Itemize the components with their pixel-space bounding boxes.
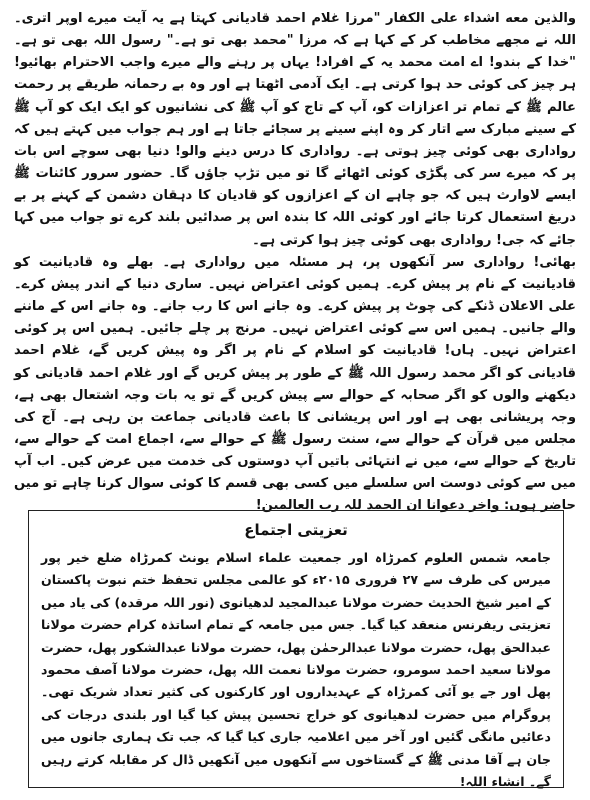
- article-paragraph-1: والذين معه اشداء على الكفار "مرزا غلام احمد قادیانی کہتا ہے یہ آیت میرے اوپر اتری۔ اللہ نے مجھے مخاطب کر کے کہا ہے کہ مرزا "محمد بھی تو ہے۔" رسول اللہ بھی تو ہے۔ "خدا کے بندو! اے امت محمد یہ کے افراد! یہاں پر رہنے والے میرے واجب الاحترام بھائیو! ہر چیز کی کوئی حد ہوا کرتی ہے۔ ایک آدمی اٹھتا ہے اور وہ بے رحمانہ طریقے پر رحمت عالم ﷺ کے تمام تر اعزازات کو، آپ کے تاج کو آپ ﷺ کی نشانیوں کو ایک ایک کو آپ ﷺ کے سینے مبارک سے اتار کر وہ اپنے سینے پر سجائے جاتا ہے اور ہم جواب میں کہتے ہیں کہ رواداری بھی کوئی چیز ہوتی ہے۔ رواداری کا درس دینے والو! دنیا بھی سوچے اس بات پر کہ میرے سر کی پگڑی کوئی اٹھائے گا تو میں تڑپ جاؤں گا۔ حضور سرور کائنات ﷺ ایسے لاوارث ہیں کہ جو چاہے ان کے اعزازوں کو قادیان کا دہقان دشمن کے کہنے پر بے دریغ استعمال کرتا جائے اور کوئی اللہ کا بندہ اس پر صدائیں بلند کرے تو جواب میں کہا جائے کہ جی! رواداری بھی کوئی چیز ہوا کرتی ہے۔: [14, 11, 576, 248]
- article-body: [14, 8, 576, 518]
- notice-title: تعزیتی اجتماع: [244, 521, 348, 539]
- notice-body: جامعہ شمس العلوم کمرڑاہ اور جمعیت علماء اسلام یونٹ کمرڑاہ ضلع خیر پور میرس کی طرف سے ۲۷ فروری ۲۰۱۵ء کو عالمی مجلس تحفظ ختم نبوت پاکستان کے امیر شیخ الحدیث حضرت مولانا عبدالمجید لدھیانوی (نور اللہ مرقدہ) کی یاد میں تعزیتی ریفرنس منعقد کیا گیا۔ جس میں جامعہ کے تمام اساتذہ کرام حضرت مولانا عبدالحق پھل، حضرت مولانا عبدالرحمٰن پھل، حضرت مولانا عبدالشکور پھل، حضرت مولانا سعید احمد سومرو، حضرت مولانا نعمت اللہ پھل، حضرت مولانا آصف محمود پھل اور جے یو آئی کمرڑاہ کے عہدیداروں اور کارکنوں کی کثیر تعداد شریک تھی۔ پروگرام میں حضرت لدھیانوی کو خراج تحسین پیش کیا گیا اور بلندی درجات کی دعائیں مانگی گئیں اور آخر میں اعلامیہ جاری کیا گیا کہ جب تک ہماری جانوں میں جان ہے آقا مدنی ﷺ کے گستاخوں سے آنکھوں میں آنکھیں ڈال کر مقابلہ کرتے رہیں گے۔ انشاء اللہ!: [41, 550, 551, 790]
- condolence-notice-box: [28, 510, 564, 788]
- article-paragraph-2: بھائی! رواداری سر آنکھوں پر، ہر مسئلہ میں رواداری ہے۔ بھلے وہ قادیانیت کو قادیانیت کے نام پر پیش کرے۔ ہمیں کوئی اعتراض نہیں۔ ساری دنیا کے اندر پیش کرے۔ علی الاعلان ڈنکے کی چوٹ پر پیش کرے۔ وہ جانے اس کا رب جانے۔ وہ جانے اس کے ماننے والے جانیں۔ ہمیں اس سے کوئی اعتراض نہیں۔ مرنج پر چلے جائیں۔ ہمیں اس پر کوئی اعتراض نہیں۔ ہاں! قادیانیت کو اسلام کے نام پر اگر وہ پیش کریں گے، غلام احمد قادیانی کو اگر محمد رسول اللہ ﷺ کے طور پر پیش کریں گے اور غلام احمد قادیانی کو دیکھنے والوں کو اگر صحابہ کے حوالے سے پیش کریں گے تو یہ بات وجہ اشتعال بھی ہے، وجہ پریشانی بھی ہے اور اس پریشانی کا باعث قادیانی جماعت بن رہی ہے۔ آج کی مجلس میں قرآن کے حوالے سے، سنت رسول ﷺ کے حوالے سے، اجماع امت کے حوالے سے، تاریخ کے حوالے سے، میں نے انتہائی باتیں آپ دوستوں کی خدمت میں عرض کیں۔ اب آپ میں سے کوئی دوست اس سلسلے میں کسی بھی قسم کا کوئی سوال کرنا چاہے تو میں حاضر ہوں: واخر دعوانا ان الحمد للہ رب العالمین!: [14, 254, 576, 514]
